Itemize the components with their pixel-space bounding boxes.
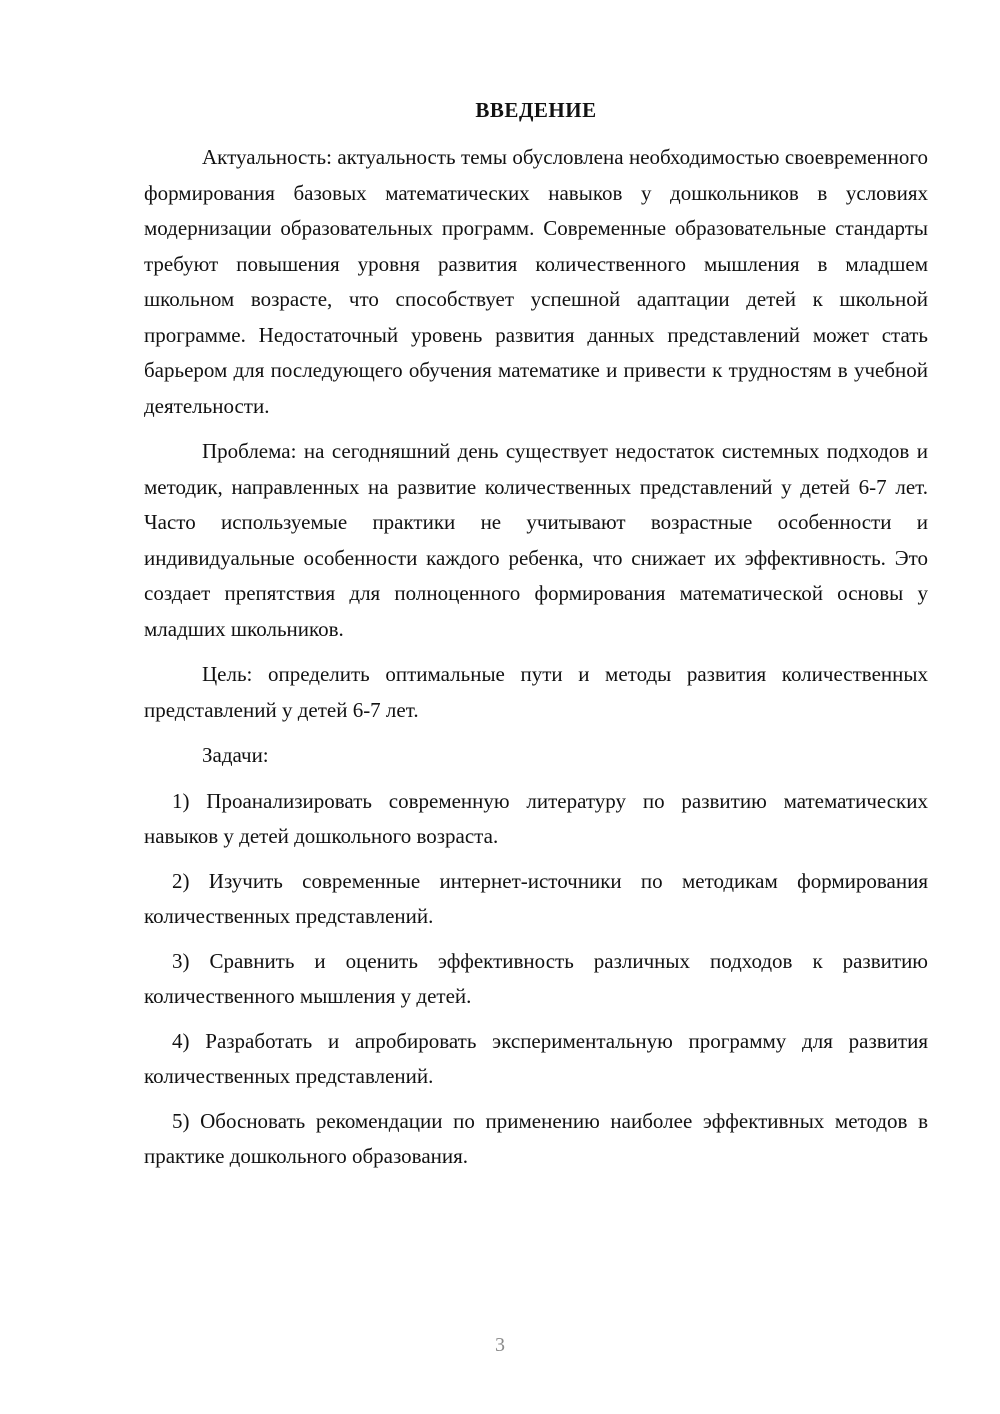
task-item: 4) Разработать и апробировать экспериментальную программу для развития количественных представлений. (144, 1028, 928, 1088)
tasks-label: Задачи: (202, 743, 269, 767)
document-page (144, 92, 928, 1184)
task-item: 5) Обосновать рекомендации по применению наиболее эффективных методов в практике дошкольного образования. (144, 1108, 928, 1168)
task-item: 3) Сравнить и оценить эффективность различных подходов к развитию количественного мышления у детей. (144, 948, 928, 1008)
page-number: 3 (495, 1334, 505, 1356)
task-item: 1) Проанализировать современную литературу по развитию математических навыков у детей дошкольного возраста. (144, 788, 928, 848)
task-item: 2) Изучить современные интернет-источники по методикам формирования количественных представлений. (144, 868, 928, 928)
goal-paragraph: Цель: определить оптимальные пути и методы развития количественных представлений у детей 6-7 лет. (144, 662, 928, 722)
task-list (144, 784, 928, 1175)
relevance-paragraph: Актуальность: актуальность темы обусловлена необходимостью своевременного формирования базовых математических навыков у дошкольников в условиях модернизации образовательных программ. Современные образовательные стандарты требуют повышения уровня развития количественного мышления в младшем школьном возрасте, что способствует успешной адаптации детей к школьной программе. Недостаточный уровень развития данных представлений может стать барьером для последующего обучения математике и привести к трудностям в учебной деятельности. (144, 145, 928, 418)
section-heading: ВВЕДЕНИЕ (475, 98, 597, 122)
problem-paragraph: Проблема: на сегодняшний день существует недостаток системных подходов и методик, направленных на развитие количественных представлений у детей 6-7 лет. Часто используемые практики не учитывают возрастные особенности и индивидуальные особенности каждого ребенка, что снижает их эффективность. Это создает препятствия для полноценного формирования математической основы у младших школьников. (144, 439, 928, 641)
